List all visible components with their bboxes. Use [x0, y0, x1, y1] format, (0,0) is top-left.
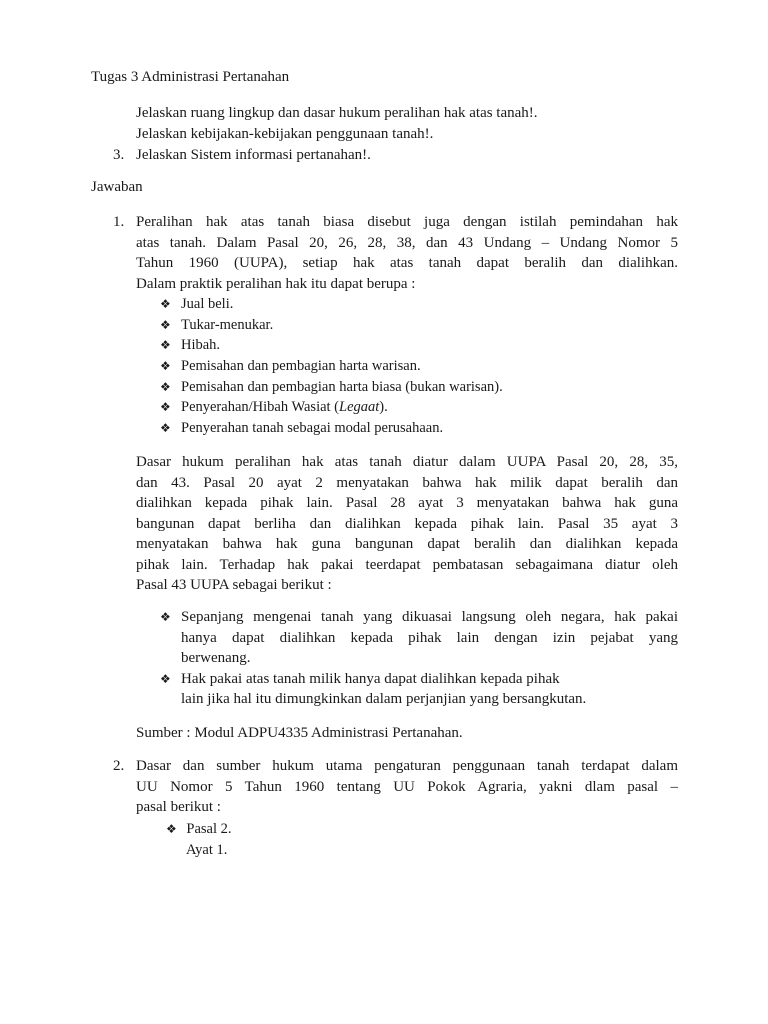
paragraph-line: bangunan dapat berliha dan dialihkan kepada pihak lain. Pasal 35 ayat 3 [136, 515, 678, 532]
list-item-text: Jual beli. [181, 296, 234, 312]
diamond-bullet-icon: ❖ [160, 359, 171, 374]
diamond-bullet-icon: ❖ [160, 379, 171, 394]
diamond-bullet-icon: ❖ [160, 338, 171, 353]
list-item-text: Pemisahan dan pembagian harta biasa (bukan warisan). [181, 378, 503, 395]
list-item [160, 607, 678, 669]
diamond-bullet-icon: ❖ [160, 400, 171, 415]
answer-1-number: 1. [113, 214, 125, 230]
answer-2-number: 2. [113, 758, 125, 774]
answer-2-line: Dasar dan sumber hukum utama pengaturan penggunaan tanah terdapat dalam [136, 758, 678, 774]
list-item-line: Sepanjang mengenai tanah yang dikuasai langsung oleh negara, hak pakai [181, 609, 678, 625]
question-3: Jelaskan Sistem informasi pertanahan!. [136, 147, 371, 163]
answers-heading: Jawaban [91, 179, 143, 195]
restrictions-list [160, 607, 678, 710]
diamond-bullet-icon: ❖ [160, 610, 171, 624]
question-3-number: 3. [113, 147, 125, 163]
legal-basis-paragraph [136, 452, 678, 596]
list-item [160, 669, 678, 710]
answer-1-line: Peralihan hak atas tanah biasa disebut juga dengan istilah pemindahan hak [136, 214, 678, 230]
diamond-bullet-icon: ❖ [160, 297, 171, 311]
list-item-text [181, 397, 388, 418]
ayat-label: Ayat 1. [186, 842, 228, 858]
list-item-line: lain jika hal itu dimungkinkan dalam perjanjian yang bersangkutan. [181, 691, 587, 707]
list-item-line: berwenang. [181, 650, 251, 666]
list-item-line: hanya dapat dialihkan kepada pihak lain dengan izin pejabat yang [181, 629, 678, 646]
answer-2-line: pasal berikut : [136, 799, 221, 815]
diamond-bullet-icon: ❖ [160, 317, 171, 332]
list-item-text: Tukar-menukar. [181, 316, 274, 333]
diamond-bullet-icon: ❖ [166, 822, 177, 836]
answer-1-line: atas tanah. Dalam Pasal 20, 26, 28, 38, dan 43 Undang – Undang Nomor 5 [136, 234, 678, 251]
pasal-label: Pasal 2. [186, 821, 232, 837]
pasal-item [166, 819, 232, 840]
list-item-text-prefix: Penyerahan/Hibah Wasiat ( [181, 399, 340, 416]
list-item-text: Penyerahan tanah sebagai modal perusahaan. [181, 420, 444, 437]
answer-2-intro [136, 756, 678, 818]
page-title: Tugas 3 Administrasi Pertanahan [91, 69, 290, 85]
source-citation: Sumber : Modul ADPU4335 Administrasi Pertanahan. [136, 725, 463, 741]
paragraph-line: pihak lain. Terhadap hak pakai teerdapat pembatasan sebagaimana diatur oleh [136, 556, 678, 573]
paragraph-line: dan 43. Pasal 20 ayat 2 menyatakan bahwa hak milik dapat beralih dan [136, 474, 678, 491]
list-item-line: Hak pakai atas tanah milik hanya dapat dialihkan kepada pihak [181, 670, 560, 687]
question-1: Jelaskan ruang lingkup dan dasar hukum peralihan hak atas tanah!. [136, 105, 538, 121]
answer-2-line: UU Nomor 5 Tahun 1960 tentang UU Pokok Agraria, yakni dlam pasal – [136, 778, 678, 795]
answer-1-line: Tahun 1960 (UUPA), setiap hak atas tanah dapat beralih dan dialihkan. [136, 255, 678, 271]
diamond-bullet-icon: ❖ [160, 671, 171, 686]
answer-1-intro [136, 212, 678, 294]
legaat-term: Legaat [339, 399, 380, 416]
paragraph-line: dialihkan kepada pihak lain. Pasal 28 ayat 3 menyatakan bahwa hak guna [136, 495, 678, 511]
paragraph-line: Dasar hukum peralihan hak atas tanah diatur dalam UUPA Pasal 20, 28, 35, [136, 454, 678, 470]
answer-1-line: Dalam praktik peralihan hak itu dapat berupa : [136, 275, 416, 292]
diamond-bullet-icon: ❖ [160, 421, 171, 436]
question-2: Jelaskan kebijakan-kebijakan penggunaan tanah!. [136, 126, 434, 142]
paragraph-line: menyatakan bahwa hak guna bangunan dapat beralih dan dialihkan kepada [136, 536, 678, 552]
list-item-text-suffix: ). [379, 399, 388, 416]
list-item-text: Pemisahan dan pembagian harta warisan. [181, 358, 421, 375]
paragraph-line: Pasal 43 UUPA sebagai berikut : [136, 577, 332, 593]
list-item-text: Hibah. [181, 337, 221, 354]
